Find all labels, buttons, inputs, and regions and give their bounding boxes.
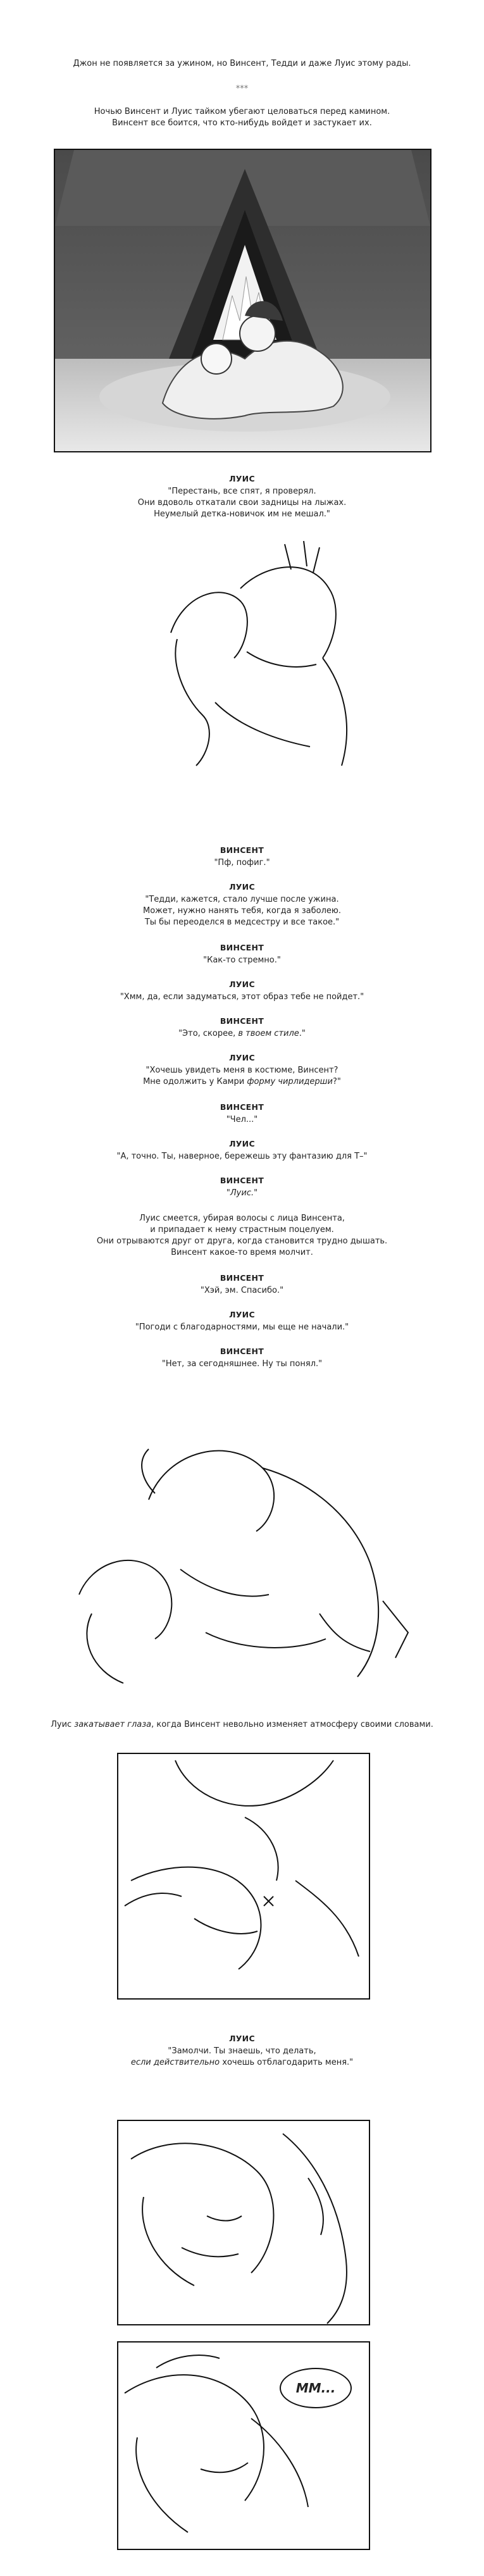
speaker-name: ВИНСЕНТ <box>220 1176 264 1185</box>
dialogue-line: "Как-то стремно." <box>203 955 281 965</box>
dialogue-line: Может, нужно нанять тебя, когда я заболею. <box>143 906 341 916</box>
closeup-panel-3 <box>117 2341 370 2550</box>
dialogue-line: "Луис." <box>226 1188 258 1198</box>
dialogue-line: "Чел..." <box>226 1115 258 1124</box>
kiss-illustration <box>152 538 361 769</box>
dialogue-line: "Это, скорее, в твоем стиле." <box>178 1029 306 1038</box>
dialogue-line: "Хочешь увидеть меня в костюме, Винсент? <box>146 1066 338 1075</box>
speaker-name: ЛУИС <box>229 1053 255 1062</box>
speaker-name: ВИНСЕНТ <box>220 1347 264 1356</box>
narration-line: Они отрываются друг от друга, когда становится трудно дышать. <box>96 1236 388 1246</box>
dialogue-line: Неумелый детка-новичок им не мешал." <box>154 509 330 519</box>
narration-line: Луис закатывает глаза, когда Винсент невольно изменяет атмосферу своими словами. <box>51 1720 433 1729</box>
intro-line-3: Винсент все боится, что кто-нибудь войдет и застукает их. <box>112 118 372 128</box>
speech-bubble-text: ММ... <box>295 2380 336 2396</box>
scene-separator: *** <box>235 84 249 94</box>
speaker-name: ВИНСЕНТ <box>220 1102 264 1112</box>
narration-line: Винсент какое-то время молчит. <box>171 1248 313 1257</box>
fireplace-illustration <box>55 150 430 451</box>
speaker-name: ЛУИС <box>229 882 255 892</box>
lineart-panel-2 <box>54 1424 433 1689</box>
speech-bubble <box>280 2368 352 2408</box>
speaker-name: ВИНСЕНТ <box>220 1016 264 1026</box>
fireplace-panel <box>54 149 431 452</box>
speaker-name: ЛУИС <box>229 474 255 483</box>
speaker-name: ЛУИС <box>229 1139 255 1148</box>
speaker-name: ВИНСЕНТ <box>220 845 264 855</box>
dialogue-line: "Нет, за сегодняшнее. Ну ты понял." <box>161 1359 323 1369</box>
dialogue-line: "Тедди, кажется, стало лучше после ужина. <box>145 895 339 904</box>
dialogue-line: "Замолчи. Ты знаешь, что делать, <box>168 2046 316 2056</box>
speaker-name: ЛУИС <box>229 980 255 989</box>
dialogue-line: "А, точно. Ты, наверное, бережешь эту фантазию для Т–" <box>116 1152 368 1161</box>
dialogue-line: "Хмм, да, если задуматься, этот образ тебе не пойдет." <box>120 992 364 1002</box>
dialogue-line: "Погоди с благодарностями, мы еще не начали." <box>135 1322 349 1332</box>
dialogue-line: если действительно хочешь отблагодарить меня." <box>130 2058 354 2067</box>
intro-line-2: Ночью Винсент и Луис тайком убегают целоваться перед камином. <box>94 107 390 116</box>
dialogue-line: "Пф, пофиг." <box>214 858 270 868</box>
speaker-name: ВИНСЕНТ <box>220 943 264 952</box>
closeup-face-illustration <box>118 2121 369 2324</box>
closeup-kiss-illustration <box>118 1754 369 1998</box>
intro-line-1: Джон не появляется за ужином, но Винсент, Тедди и даже Луис этому рады. <box>73 59 411 68</box>
closeup-panel-2 <box>117 2120 370 2325</box>
closeup-panel-1 <box>117 1753 370 2000</box>
speaker-name: ЛУИС <box>229 2034 255 2043</box>
dialogue-line: Ты бы переоделся в медсестру и все такое." <box>144 918 340 927</box>
speaker-name: ЛУИС <box>229 1310 255 1319</box>
dialogue-line: "Перестань, все спят, я проверял. <box>168 487 316 496</box>
dialogue-line: "Хэй, эм. Спасибо." <box>200 1286 284 1295</box>
dialogue-line: Они вдоволь откатали свои задницы на лыжах. <box>137 498 347 507</box>
narration-line: Луис смеется, убирая волосы с лица Винсента, <box>139 1214 345 1223</box>
narration-line: и припадает к нему страстным поцелуем. <box>150 1225 334 1235</box>
speaker-name: ВИНСЕНТ <box>220 1273 264 1283</box>
dialogue-line: Мне одолжить у Камри форму чирлидерши?" <box>143 1077 341 1086</box>
lineart-panel-1 <box>152 538 361 769</box>
embrace-illustration <box>54 1424 433 1689</box>
